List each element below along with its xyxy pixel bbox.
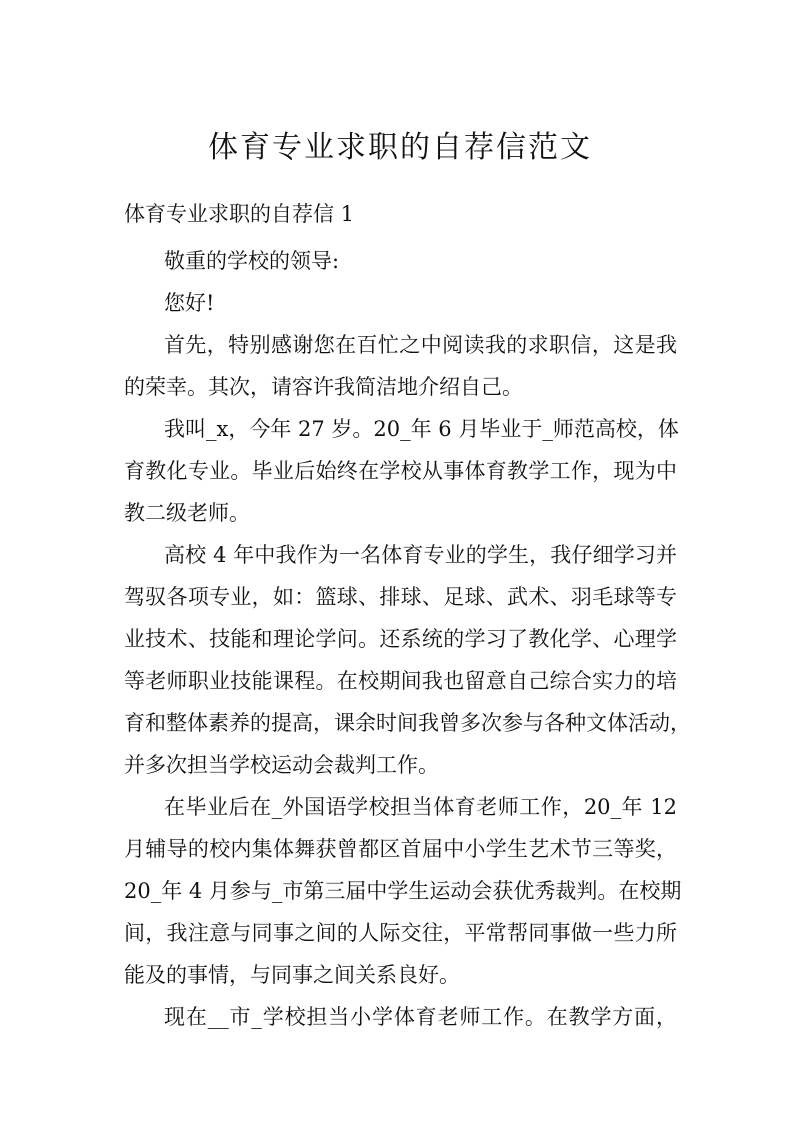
paragraph-line: 等老师职业技能课程。在校期间我也留意自己综合实力的培 (124, 669, 677, 693)
paragraph-line: 育和整体素养的提高，课余时间我曾多次参与各种文体活动， (124, 711, 691, 735)
document-title: 体育专业求职的自荐信范文 (208, 130, 592, 165)
paragraph-line: 间，我注意与同事之间的人际交往，平常帮同事做一些力所 (124, 921, 677, 945)
paragraph-line: 并多次担当学校运动会裁判工作。 (124, 753, 439, 777)
greeting-line: 您好! (164, 291, 215, 315)
paragraph-line: 在毕业后在_外国语学校担当体育老师工作，20_年 12 (164, 795, 677, 819)
letter-heading: 体育专业求职的自荐信 1 (124, 202, 355, 226)
paragraph-line: 现在__市_学校担当小学体育老师工作。在教学方面， (164, 1005, 677, 1029)
salutation-line: 敬重的学校的领导: (164, 249, 340, 273)
paragraph-line: 月辅导的校内集体舞获曾都区首届中小学生艺术节三等奖， (124, 837, 677, 861)
paragraph-line: 业技术、技能和理论学问。还系统的学习了教化学、心理学 (124, 627, 677, 651)
paragraph-line: 教二级老师。 (124, 501, 250, 525)
paragraph-line: 育教化专业。毕业后始终在学校从事体育教学工作，现为中 (124, 459, 677, 483)
paragraph-line: 高校 4 年中我作为一名体育专业的学生，我仔细学习并 (164, 543, 677, 567)
paragraph-line: 20_年 4 月参与_市第三届中学生运动会获优秀裁判。在校期 (124, 879, 682, 903)
paragraph-line: 能及的事情，与同事之间关系良好。 (124, 963, 460, 987)
paragraph-line: 驾驭各项专业，如：篮球、排球、足球、武术、羽毛球等专 (124, 585, 677, 609)
paragraph-line: 我叫_x，今年 27 岁。20_年 6 月毕业于_师范高校，体 (164, 417, 679, 441)
paragraph-line: 首先，特别感谢您在百忙之中阅读我的求职信，这是我 (164, 333, 677, 357)
paragraph-line: 的荣幸。其次，请容许我简洁地介绍自己。 (124, 375, 523, 399)
